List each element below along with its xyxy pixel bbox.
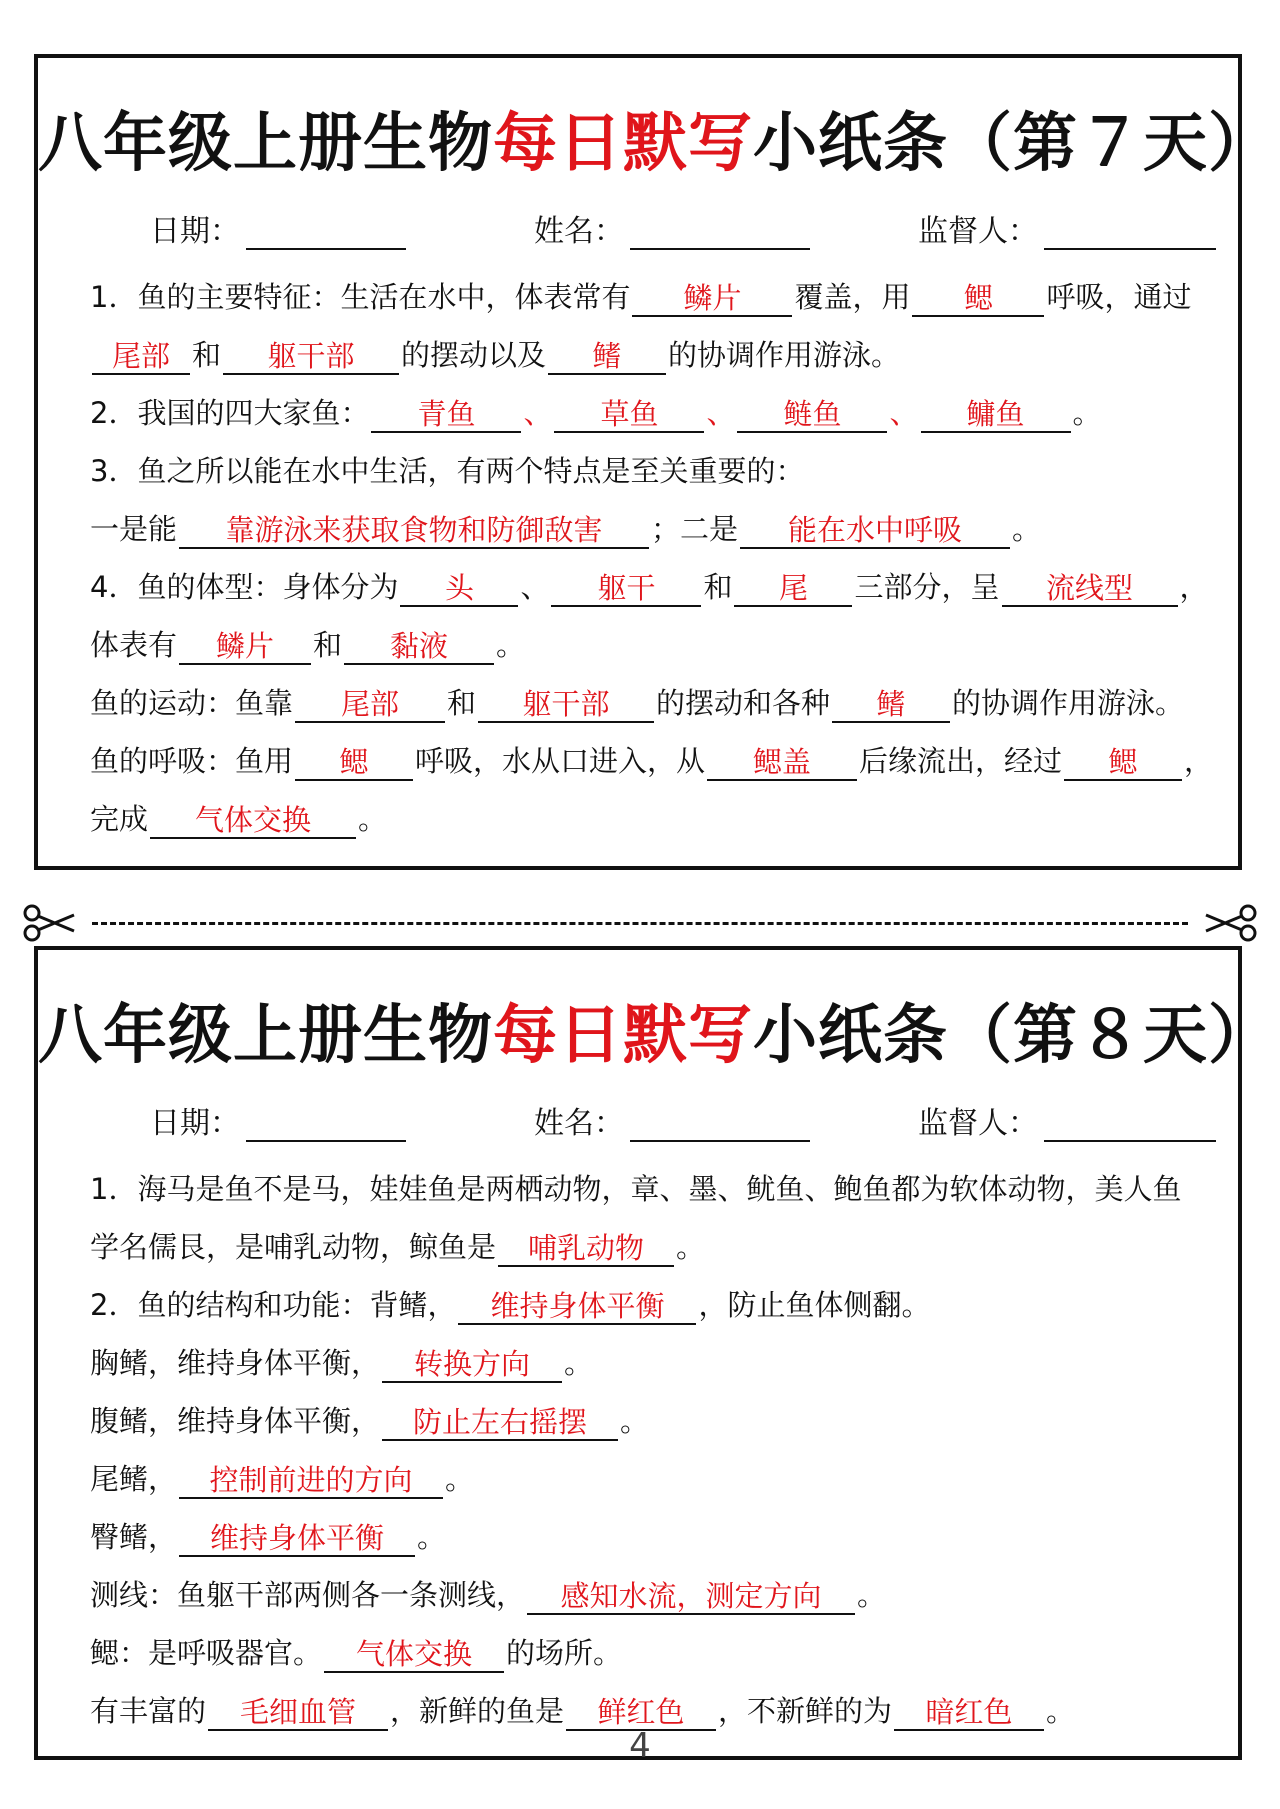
- supervisor-field[interactable]: 监督人：: [918, 1098, 1216, 1142]
- answer-blank[interactable]: 尾: [734, 571, 852, 607]
- question-line: 一是能 靠游泳来获取食物和防御敌害 ；二是 能在水中呼吸 。: [90, 512, 1042, 547]
- header-day7: [114, 206, 1198, 249]
- question-line: 有丰富的 毛细血管 ，新鲜的鱼是 鲜红色 ，不新鲜的为 暗红色 。: [90, 1694, 1076, 1729]
- page-number: 4: [629, 1726, 651, 1766]
- answer-blank[interactable]: 感知水流，测定方向: [527, 1579, 855, 1615]
- question-line: 3．鱼之所以能在水中生活，有两个特点是至关重要的：: [90, 454, 805, 488]
- answer-blank[interactable]: 哺乳动物: [498, 1231, 674, 1267]
- answer-blank[interactable]: 气体交换: [150, 803, 356, 839]
- name-field[interactable]: 姓名：: [534, 1098, 810, 1142]
- answer-blank[interactable]: 气体交换: [324, 1637, 504, 1673]
- question-line: 4．鱼的体型：身体分为 头 、 躯干 和 尾 三部分，呈 流线型 ，: [90, 570, 1209, 605]
- question-line: 体表有 鳞片 和 黏液 。: [90, 628, 526, 663]
- answer-blank[interactable]: 控制前进的方向: [179, 1463, 443, 1499]
- question-line: 2．鱼的结构和功能：背鳍， 维持身体平衡 ，防止鱼体侧翻。: [90, 1288, 931, 1323]
- answer-blank[interactable]: 黏液: [344, 629, 494, 665]
- title-day7: 八年级上册生物每日默写小纸条（第７天）: [38, 107, 1273, 181]
- answer-blank[interactable]: 鲢鱼: [737, 397, 887, 433]
- question-line: 1．鱼的主要特征：生活在水中，体表常有 鳞片 覆盖，用 鳃 呼吸，通过: [90, 280, 1192, 315]
- cut-line: [22, 903, 1258, 943]
- answer-blank[interactable]: 尾部: [295, 687, 445, 723]
- worksheet-day7: [34, 54, 1273, 870]
- answer-blank[interactable]: 鳞片: [179, 629, 311, 665]
- question-line: 测线：鱼躯干部两侧各一条测线， 感知水流，测定方向 。: [90, 1578, 887, 1613]
- question-line: 完成 气体交换 。: [90, 802, 388, 837]
- question-line: 鱼的呼吸：鱼用 鳃 呼吸，水从口进入，从 鳃盖 后缘流出，经过 鳃 ，: [90, 744, 1214, 779]
- header-day8: [114, 1098, 1198, 1141]
- date-field[interactable]: 日期：: [150, 1098, 406, 1142]
- answer-blank[interactable]: 毛细血管: [208, 1695, 388, 1731]
- answer-blank[interactable]: 靠游泳来获取食物和防御敌害: [179, 513, 649, 549]
- dashed-divider: [92, 922, 1188, 925]
- question-line: 尾鳍， 控制前进的方向 。: [90, 1462, 475, 1497]
- answer-blank[interactable]: 鳃: [295, 745, 413, 781]
- answer-blank[interactable]: 青鱼: [371, 397, 521, 433]
- questions-day8: [90, 1160, 1202, 1740]
- answer-blank[interactable]: 鳞片: [632, 281, 792, 317]
- question-line: 尾部 和 躯干部 的摆动以及 鳍 的协调作用游泳。: [90, 326, 1202, 384]
- answer-blank[interactable]: 维持身体平衡: [458, 1289, 696, 1325]
- answer-blank[interactable]: 转换方向: [382, 1347, 562, 1383]
- answer-blank[interactable]: 草鱼: [554, 397, 704, 433]
- answer-blank[interactable]: 鳙鱼: [921, 397, 1071, 433]
- question-line: 学名儒艮，是哺乳动物，鲸鱼是 哺乳动物 。: [90, 1230, 706, 1265]
- answer-blank[interactable]: 鲜红色: [566, 1695, 716, 1731]
- answer-blank[interactable]: 鳍: [832, 687, 950, 723]
- scissors-icon: [1202, 903, 1258, 943]
- title-day8: 八年级上册生物每日默写小纸条（第８天）: [38, 999, 1273, 1073]
- answer-blank[interactable]: 鳃盖: [707, 745, 857, 781]
- question-line: 1．海马是鱼不是马，娃娃鱼是两栖动物，章、墨、鱿鱼、鲍鱼都为软体动物，美人鱼: [90, 1172, 1182, 1206]
- date-field[interactable]: 日期：: [150, 206, 406, 250]
- questions-day7: [90, 268, 1214, 848]
- question-line: 胸鳍，维持身体平衡， 转换方向 。: [90, 1346, 594, 1381]
- answer-blank[interactable]: 尾部: [92, 339, 190, 375]
- answer-blank[interactable]: 防止左右摇摆: [382, 1405, 618, 1441]
- answer-blank[interactable]: 流线型: [1002, 571, 1178, 607]
- answer-blank[interactable]: 头: [400, 571, 518, 607]
- answer-blank[interactable]: 躯干: [551, 571, 701, 607]
- scissors-icon: [22, 903, 78, 943]
- answer-blank[interactable]: 鳍: [548, 339, 666, 375]
- supervisor-field[interactable]: 监督人：: [918, 206, 1216, 250]
- name-field[interactable]: 姓名：: [534, 206, 810, 250]
- answer-blank[interactable]: 躯干部: [223, 339, 399, 375]
- worksheet-day8: [34, 946, 1273, 1760]
- answer-blank[interactable]: 暗红色: [894, 1695, 1044, 1731]
- answer-blank[interactable]: 鳃: [1064, 745, 1182, 781]
- answer-blank[interactable]: 躯干部: [478, 687, 654, 723]
- answer-blank[interactable]: 能在水中呼吸: [740, 513, 1010, 549]
- question-line: 鳃：是呼吸器官。 气体交换 的场所。: [90, 1636, 623, 1671]
- answer-blank[interactable]: 维持身体平衡: [179, 1521, 415, 1557]
- answer-blank[interactable]: 鳃: [912, 281, 1044, 317]
- question-line: 2．我国的四大家鱼： 青鱼 、 草鱼 、 鲢鱼 、 鳙鱼 。: [90, 396, 1102, 431]
- question-line: 鱼的运动：鱼靠 尾部 和 躯干部 的摆动和各种 鳍 的协调作用游泳。: [90, 686, 1185, 721]
- question-line: 腹鳍，维持身体平衡， 防止左右摇摆 。: [90, 1404, 650, 1439]
- question-line: 臀鳍， 维持身体平衡 。: [90, 1520, 447, 1555]
